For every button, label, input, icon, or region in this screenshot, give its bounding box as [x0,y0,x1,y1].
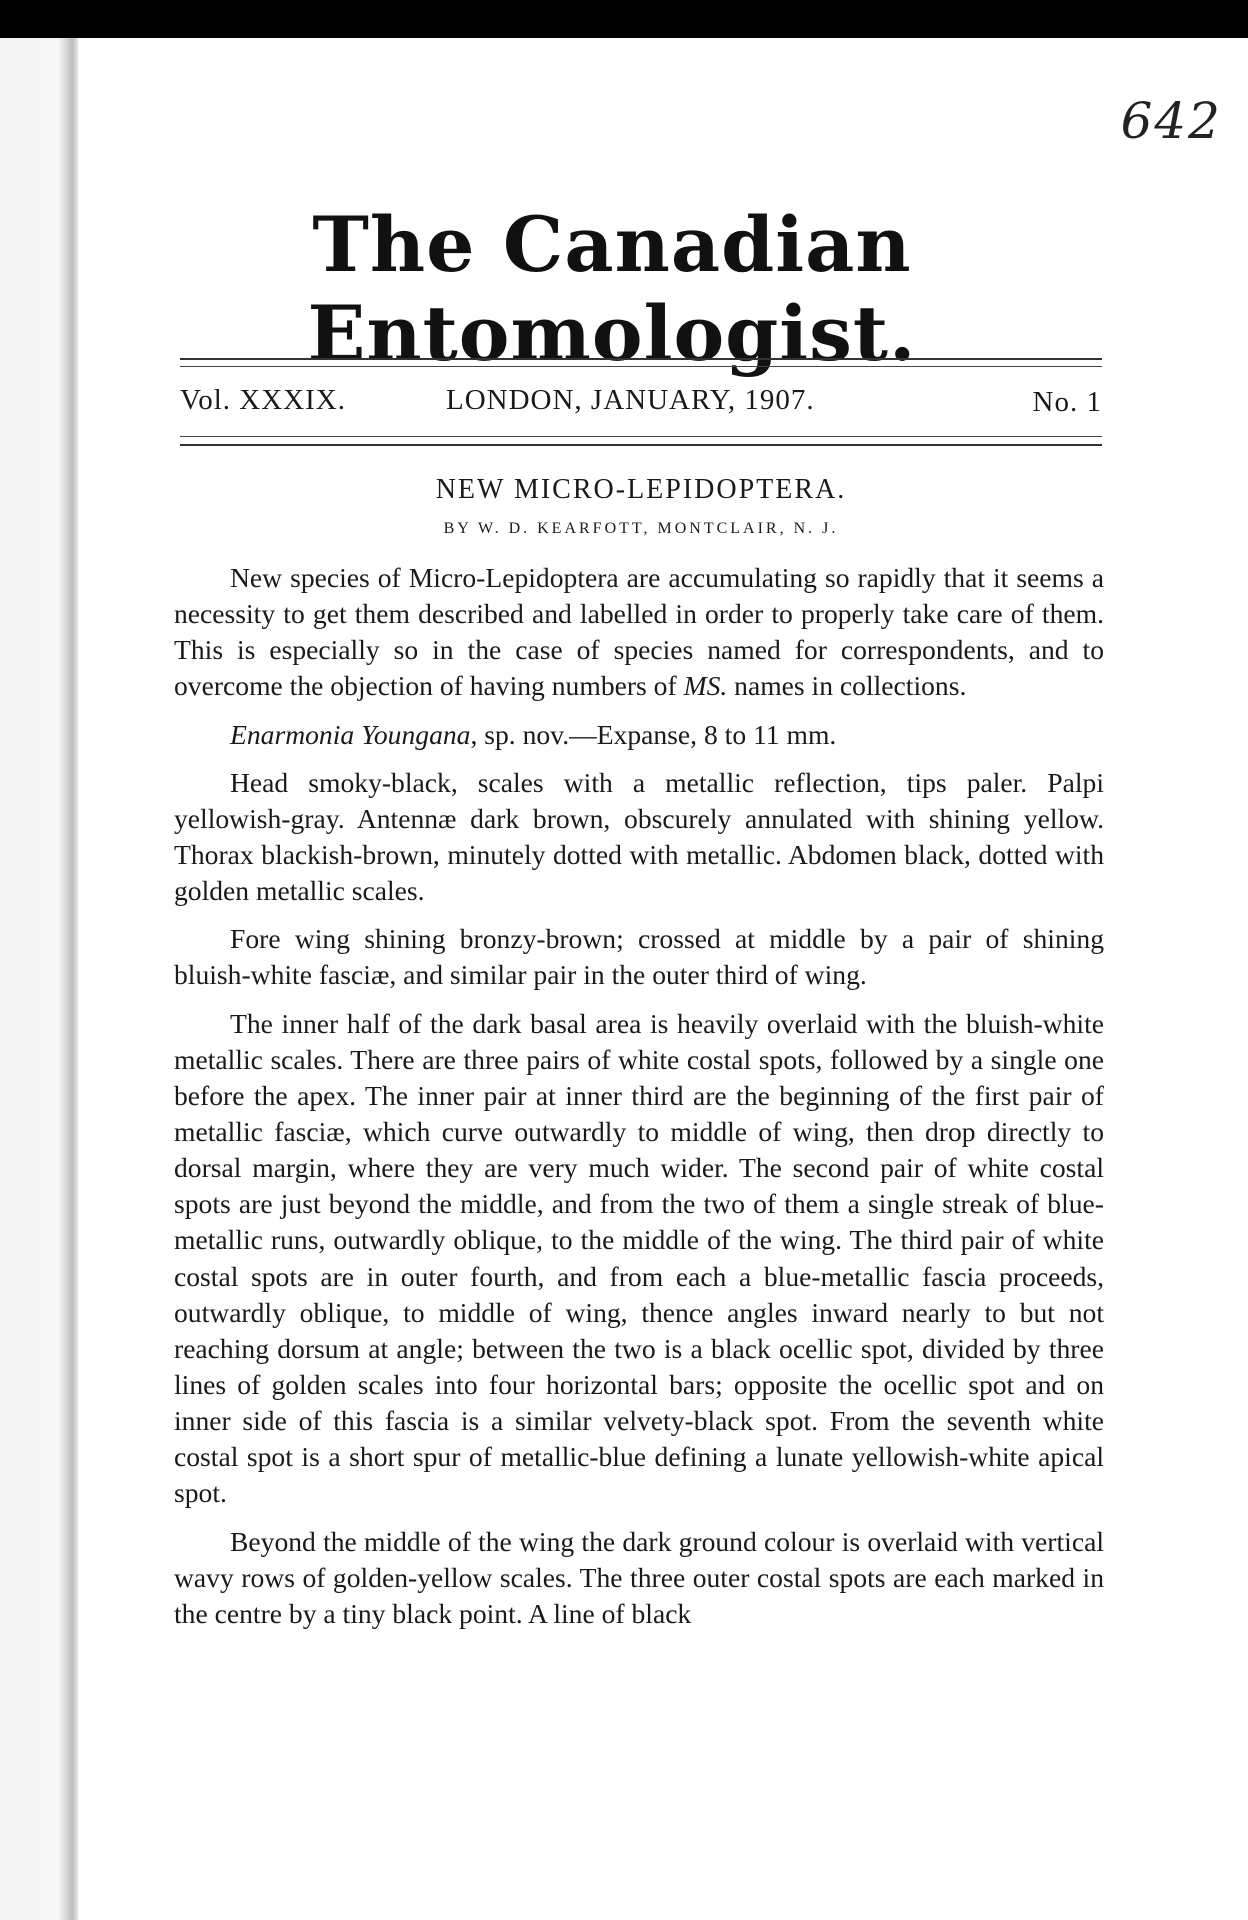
intro-paragraph [174,560,1104,705]
masthead-rule-top-thin [180,366,1102,367]
scan-binding-shadow [0,38,78,1920]
issue-rule-thin [180,436,1102,437]
issue-number-label: No. 1 [1032,386,1102,418]
species-name: Enarmonia Youngana [230,718,471,750]
scan-top-border [0,0,1248,38]
species-heading-rest: , sp. nov.—Expanse, 8 to 11 mm. [470,718,837,750]
journal-masthead: The Canadian Entomologist. [307,200,917,378]
paragraph-basal-area: The inner half of the dark basal area is heavily overlaid with the bluish-white metallic scales. There are three pairs of white costal spots, followed by a single one before the apex. The inner pair at inner third are the beginning of the first pair of metallic fasciæ, which curve outwardly to middle of wing, then drop directly to dorsal margin, where they are very much wider. The second pair of white costal spots are just beyond the middle, and from the two of them a single streak of blue-metallic runs, outwardly oblique, to the middle of the wing. The third pair of white costal spots are in outer fourth, and from each a blue-metallic fascia proceeds, outwardly oblique, to middle of wing, thence angles inward nearly to but not reaching dorsum at angle; between the two is a black ocellic spot, divided by three lines of golden scales into four horizontal bars; opposite the ocellic spot and on inner side of this fascia is a similar velvety-black spot. From the seventh white costal spot is a short spur of metallic-blue defining a lunate yellowish-white apical spot. [174,1007,1104,1509]
place-date-label: LONDON, JANUARY, 1907. [446,384,815,416]
intro-ms-abbrev: MS. [683,670,728,702]
paragraph-fore-wing: Fore wing shining bronzy-brown; crossed at middle by a pair of shining bluish-white fasciæ, and similar pair in the outer third of wing. [174,923,1104,991]
paragraph-outer-wing: Beyond the middle of the wing the dark ground colour is overlaid with vertical wavy rows of golden-yellow scales. The three outer costal spots are each marked in the centre by a tiny black point. A line of black [174,1525,1104,1629]
species-heading [174,717,1104,753]
handwritten-shelfmark: 642 [1120,92,1222,150]
paragraph-head-description: Head smoky-black, scales with a metallic reflection, tips paler. Palpi yellowish-gray. Antennæ dark brown, obscurely annulated with shining yellow. Thorax blackish-brown, minutely dotted with metallic. Abdomen black, dotted with golden metallic scales. [174,766,1104,907]
intro-text-start: New species of Micro-Lepidoptera are accumulating so rapidly that it seems a necessity to get them described and labelled in order to properly take care of them. This is especially so in the case of species named for correspondents, and to overcome the objection of having numbers of [174,562,1104,702]
volume-label: Vol. XXXIX. [180,384,346,416]
masthead-rule-top [180,358,1102,360]
issue-line [180,384,1102,428]
article-byline: BY W. D. KEARFOTT, MONTCLAIR, N. J. [443,520,839,537]
intro-text-end: names in collections. [727,670,967,702]
article-body [174,560,1104,1632]
article-title: NEW MICRO-LEPIDOPTERA. [435,474,847,505]
issue-rule-bottom [180,444,1102,446]
